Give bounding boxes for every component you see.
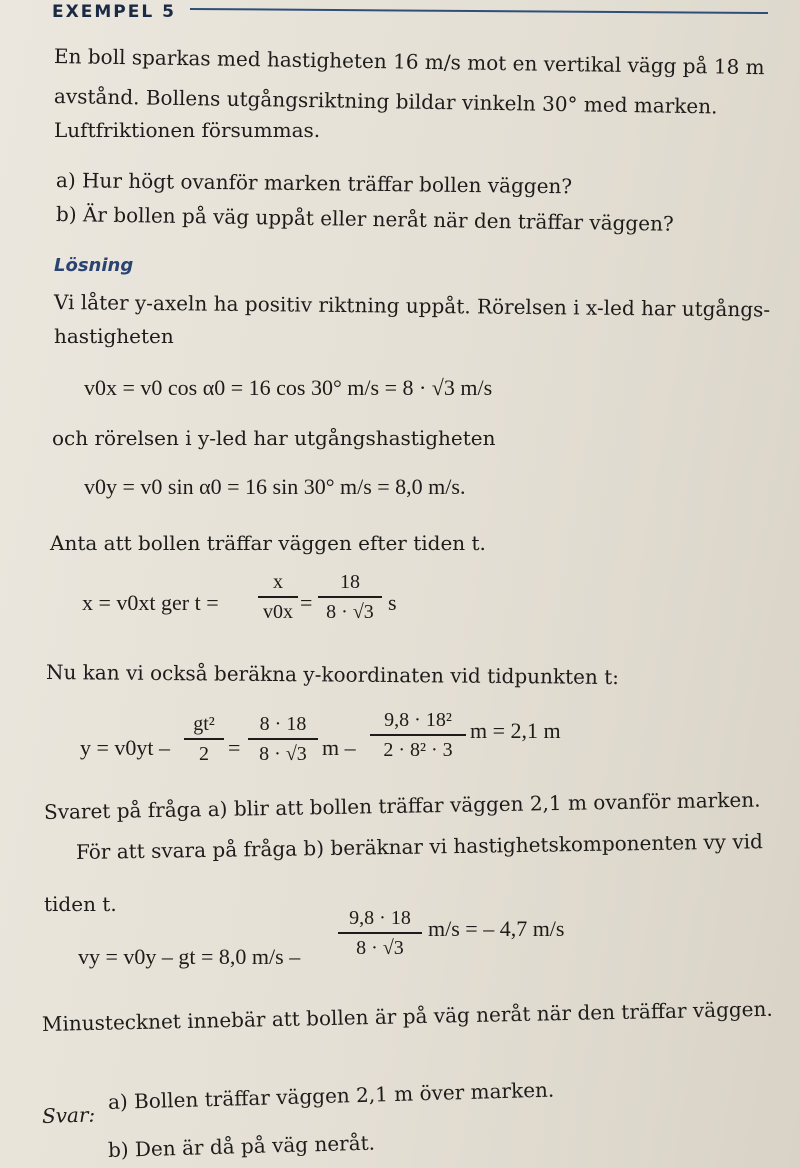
- equation-time-unit: s: [388, 590, 397, 615]
- problem-line-3: Luftfriktionen försummas.: [54, 118, 321, 142]
- fraction-numerator: gt²: [193, 713, 215, 735]
- solution-paragraph-4: Nu kan vi också beräkna y-koordinaten vid tidpunkten t:: [45, 660, 620, 689]
- solution-paragraph-6-line-2: tiden t.: [44, 892, 117, 916]
- fraction-denominator: v0x: [263, 600, 293, 623]
- fraction-bar: [370, 734, 466, 736]
- equation-vy-fraction: [338, 906, 422, 960]
- answer-label: Svar:: [41, 1102, 96, 1128]
- heading-rule: [190, 8, 768, 14]
- equation-y-fraction-3: [370, 708, 466, 762]
- solution-paragraph-5: Svaret på fråga a) blir att bollen träffar väggen 2,1 m ovanför marken.: [43, 787, 761, 824]
- equation-vy-result: m/s = – 4,7 m/s: [428, 916, 565, 941]
- fraction-bar: [318, 596, 382, 598]
- fraction-denominator: 8 · √3: [326, 600, 374, 623]
- fraction-bar: [258, 596, 298, 598]
- equation-y-equals: =: [228, 735, 241, 760]
- answer-b: b) Den är då på väg neråt.: [107, 1130, 376, 1162]
- equation-v0x: v0x = v0 cos α0 = 16 cos 30° m/s = 8 · √3 m/s: [84, 375, 493, 400]
- solution-heading: Lösning: [54, 255, 134, 276]
- problem-line-1: En boll sparkas med hastigheten 16 m/s mot en vertikal vägg på 18 m: [53, 44, 765, 80]
- solution-paragraph-3: Anta att bollen träffar väggen efter tiden t.: [50, 531, 486, 555]
- fraction-numerator: 9,8 · 18²: [384, 709, 452, 731]
- solution-paragraph-2: och rörelsen i y-led har utgångshastigheten: [52, 426, 496, 450]
- equation-v0y: v0y = v0 sin α0 = 16 sin 30° m/s = 8,0 m/s.: [84, 474, 466, 499]
- fraction-numerator: 8 · 18: [259, 713, 307, 735]
- fraction-bar: [248, 738, 318, 740]
- fraction-bar: [184, 738, 224, 740]
- fraction-numerator: 9,8 · 18: [349, 907, 411, 929]
- question-b: b) Är bollen på väg uppåt eller neråt när den träffar väggen?: [55, 202, 674, 236]
- fraction-denominator: 2 · 8² · 3: [383, 738, 453, 761]
- equation-y-fraction-1: [184, 712, 224, 766]
- fraction-denominator: 8 · √3: [259, 742, 307, 765]
- question-a: a) Hur högt ovanför marken träffar bollen väggen?: [55, 168, 573, 199]
- solution-paragraph-7: Minustecknet innebär att bollen är på väg neråt när den träffar väggen.: [41, 996, 773, 1036]
- equation-vy-left: vy = v0y – gt = 8,0 m/s –: [78, 944, 301, 969]
- fraction-denominator: 8 · √3: [356, 936, 404, 959]
- solution-paragraph-1-line-2: hastigheten: [54, 324, 174, 348]
- solution-paragraph-1-line-1: Vi låter y-axeln ha positiv riktning uppåt. Rörelsen i x-led har utgångs-: [53, 290, 771, 322]
- equation-time-fraction-1: [258, 570, 298, 624]
- equation-y-result: m = 2,1 m: [470, 718, 561, 743]
- equation-y-fraction-2: [248, 712, 318, 766]
- fraction-denominator: 2: [199, 742, 209, 765]
- fraction-numerator: x: [273, 571, 283, 593]
- answer-a: a) Bollen träffar väggen 2,1 m över marken.: [107, 1077, 555, 1114]
- equation-time-fraction-2: [318, 570, 382, 624]
- equation-time-left: x = v0xt ger t =: [82, 590, 219, 615]
- equation-time-equals: =: [300, 590, 313, 615]
- equation-y-left: y = v0yt –: [80, 735, 171, 760]
- example-heading: EXEMPEL 5: [52, 2, 176, 22]
- problem-line-2: avstånd. Bollens utgångsriktning bildar vinkeln 30° med marken.: [53, 84, 718, 119]
- solution-paragraph-6-line-1: För att svara på fråga b) beräknar vi hastighetskomponenten vy vid: [75, 829, 764, 864]
- fraction-bar: [338, 932, 422, 934]
- equation-y-middle: m –: [322, 735, 356, 760]
- fraction-numerator: 18: [340, 571, 360, 593]
